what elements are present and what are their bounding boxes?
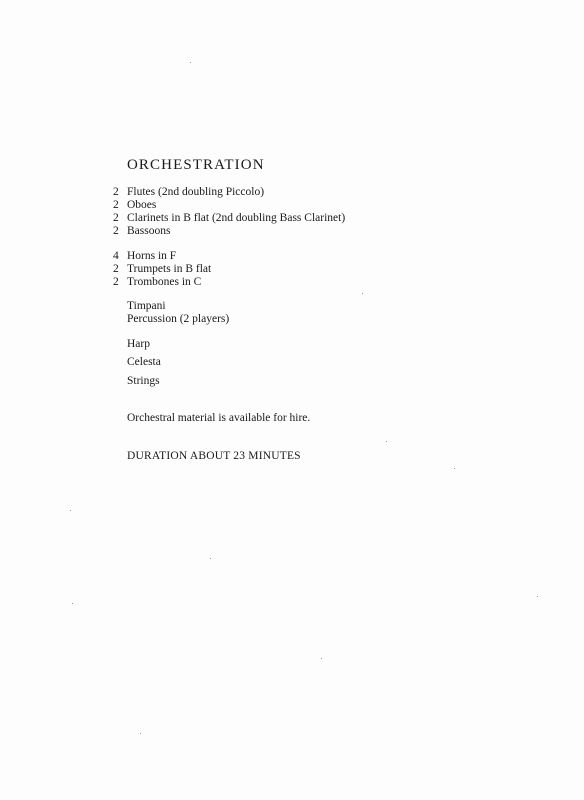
scan-speck <box>321 658 322 659</box>
page-title: ORCHESTRATION <box>127 157 265 173</box>
instrument-timpani: Timpani <box>127 300 166 312</box>
scan-speck <box>140 733 141 734</box>
instrument-quantity: 2 <box>113 186 119 198</box>
scan-speck <box>72 603 73 604</box>
instrument-name: Oboes <box>127 199 157 211</box>
instrument-quantity: 2 <box>113 212 119 224</box>
scan-speck <box>386 441 387 442</box>
scan-speck <box>190 62 191 63</box>
scan-speck <box>70 510 71 511</box>
instrument-name: Clarinets in B flat (2nd doubling Bass Clarinet) <box>127 212 346 224</box>
instrument-name: Horns in F <box>127 250 177 262</box>
instrument-quantity: 2 <box>113 263 119 275</box>
duration-text: DURATION ABOUT 23 MINUTES <box>127 450 301 462</box>
instrument-name: Trombones in C <box>127 276 202 288</box>
instrument-quantity: 4 <box>113 250 119 262</box>
hire-note: Orchestral material is available for hire. <box>127 412 311 424</box>
instrument-name: Trumpets in B flat <box>127 263 212 275</box>
scan-speck <box>454 468 455 469</box>
instrument-quantity: 2 <box>113 276 119 288</box>
instrument-percussion: Percussion (2 players) <box>127 313 230 325</box>
instrument-name: Flutes (2nd doubling Piccolo) <box>127 186 265 198</box>
instrument-strings: Strings <box>127 375 160 387</box>
instrument-harp: Harp <box>127 338 150 350</box>
instrument-quantity: 2 <box>113 225 119 237</box>
instrument-quantity: 2 <box>113 199 119 211</box>
scan-speck <box>537 596 538 597</box>
scan-speck <box>210 558 211 559</box>
instrument-celesta: Celesta <box>127 356 161 368</box>
instrument-name: Bassoons <box>127 225 171 237</box>
scan-speck <box>362 293 363 294</box>
